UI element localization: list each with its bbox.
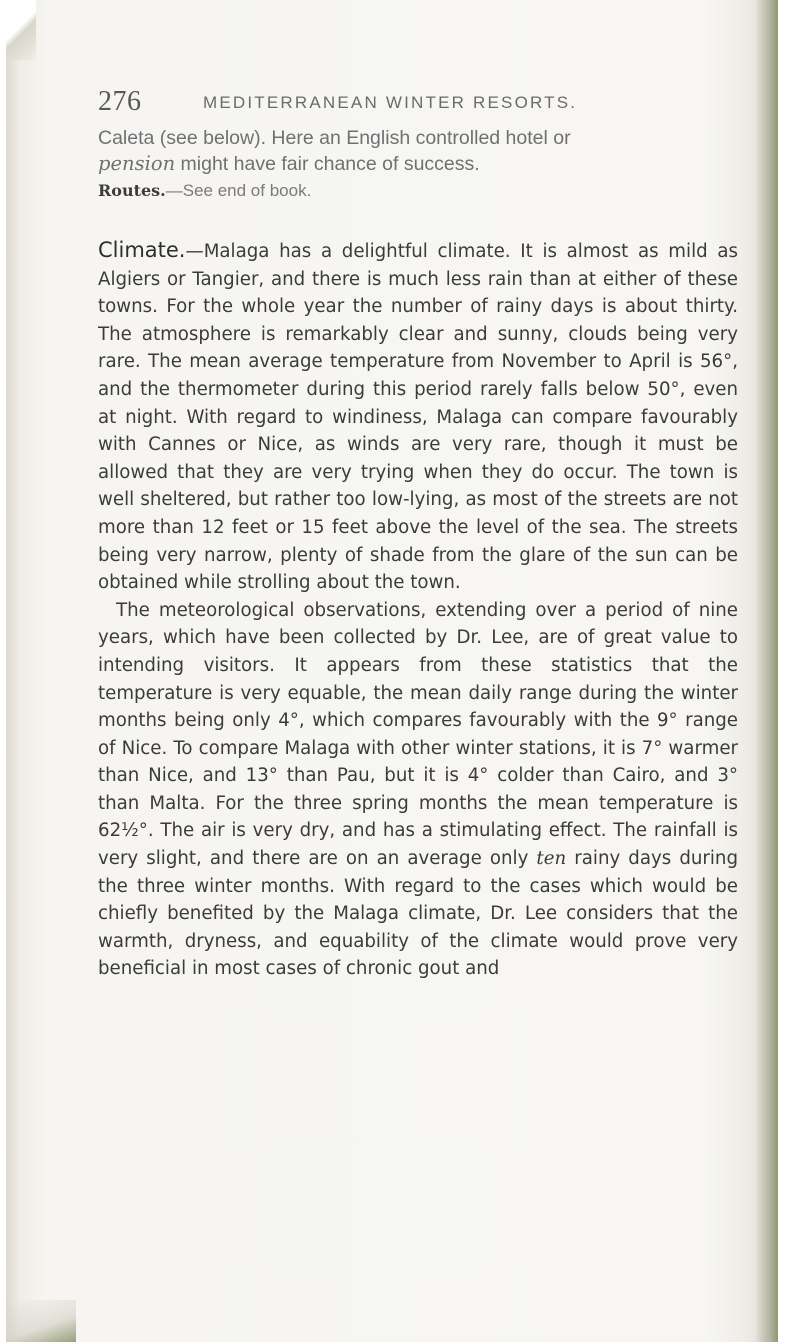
- climate-paragraph-1: [98, 237, 738, 597]
- climate-section: [98, 237, 738, 983]
- page-curl: [6, 0, 36, 60]
- running-head: MEDITERRANEAN WINTER RESORTS.: [203, 93, 578, 112]
- intro-paragraph: [98, 125, 738, 177]
- page-edge: [756, 0, 778, 1342]
- page-header: [98, 86, 738, 122]
- climate-para1-text: —Malaga has a delightful climate. It is almost as mild as Algiers or Tangier, and there is much less rain than at either of these towns. For the whole year the number of rainy days is about thirty. The atmosphere is remarkably clear and sunny, clouds being very rare. The mean average temperature from November to April is 56°, and the thermometer during this period rarely falls below 50°, even at night. With regard to windiness, Malaga can compare favourably with Cannes or Nice, as winds are very rare, though it must be allowed that they are very trying when they do occur. The town is well sheltered, but rather too low-lying, as most of the streets are not more than 12 feet or 15 feet above the level of the sea. The streets being very narrow, plenty of shade from the glare of the sun can be obtained while strolling about the town.: [98, 241, 738, 594]
- page-corner-shadow: [6, 1300, 76, 1342]
- climate-heading: Climate.: [98, 238, 186, 262]
- page-number: 276: [98, 86, 142, 117]
- climate-para2-b: rainy days during the three winter months. With regard to the cases which would be chiefly benefited by the Malaga climate, Dr. Lee considers that the warmth, dryness, and equability of the climate would prove very beneficial in most cases of chronic gout and: [98, 848, 738, 980]
- intro-line-rest: might have fair chance of success.: [175, 153, 480, 175]
- routes-heading: Routes.: [98, 181, 166, 200]
- climate-paragraph-2: [98, 597, 738, 983]
- routes-text: —See end of book.: [165, 181, 312, 200]
- intro-line: Caleta (see below). Here an English controlled hotel or: [98, 127, 571, 149]
- pension-word: pension: [98, 152, 176, 175]
- ten-word: ten: [536, 848, 567, 870]
- routes-line: [98, 177, 738, 205]
- climate-para2-a: The meteorological observations, extending over a period of nine years, which have been collected by Dr. Lee, are of great value to intending visitors. It appears from these statistics that the temperature is very equable, the mean daily range during the winter months being only 4°, which compares favourably with the 9° range of Nice. To compare Malaga with other winter stations, it is 7° warmer than Nice, and 13° than Pau, but it is 4° colder than Cairo, and 3° than Malta. For the three spring months the mean temperature is 62½°. The air is very dry, and has a stimulating effect. The rainfall is very slight, and there are on an average only: [98, 599, 738, 870]
